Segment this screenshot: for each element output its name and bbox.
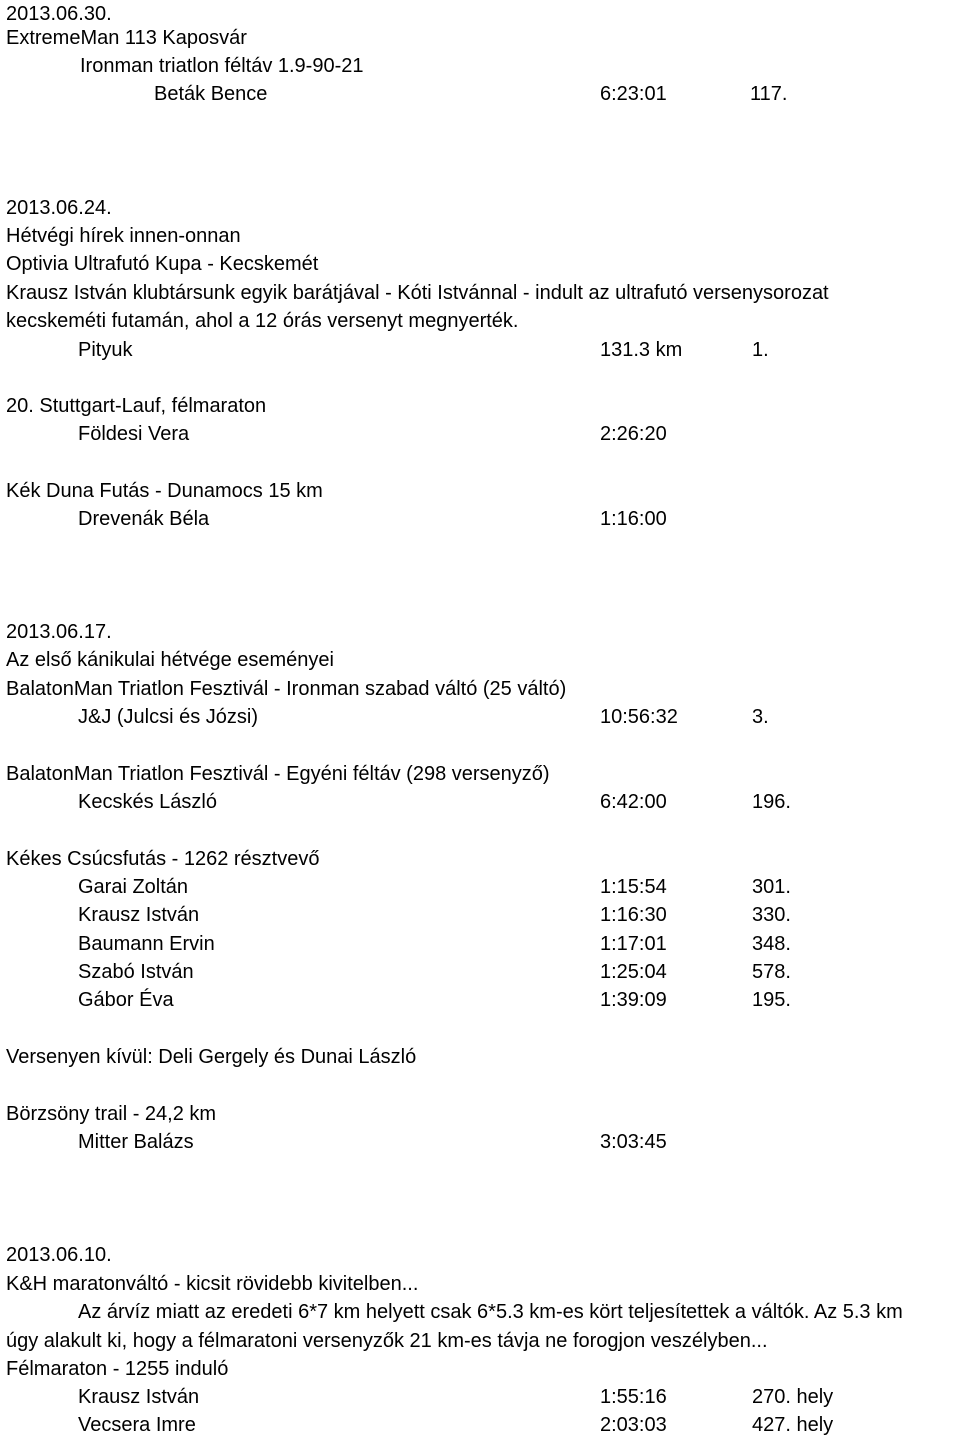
event-title: 20. Stuttgart-Lauf, félmaraton: [6, 395, 267, 417]
entry-date: 2013.06.30.: [6, 3, 112, 25]
event-title: BalatonMan Triatlon Fesztivál - Ironman szabad váltó (25 váltó): [6, 678, 567, 700]
result-time: 1:55:16: [600, 1386, 667, 1408]
result-time: 1:15:54: [600, 876, 667, 898]
athlete-name: Drevenák Béla: [78, 508, 210, 530]
athlete-name: Baumann Ervin: [78, 933, 215, 955]
athlete-name: Szabó István: [78, 961, 194, 983]
result-time: 3:03:45: [600, 1131, 667, 1153]
result-time: 1:16:30: [600, 904, 667, 926]
athlete-name: Vecsera Imre: [78, 1414, 196, 1436]
result-rank: 1.: [752, 339, 769, 361]
athlete-name: Krausz István: [78, 1386, 200, 1408]
event-title: BalatonMan Triatlon Fesztivál - Egyéni féltáv (298 versenyző): [6, 763, 550, 785]
result-time: 6:42:00: [600, 791, 667, 813]
result-time: 6:23:01: [600, 83, 667, 105]
result-rank: 301.: [752, 876, 791, 898]
event-title: Kékes Csúcsfutás - 1262 résztvevő: [6, 848, 320, 870]
body-text: Az árvíz miatt az eredeti 6*7 km helyett csak 6*5.3 km-es kört teljesítettek a váltók. Az 5.3 km: [78, 1301, 903, 1323]
athlete-name: Kecskés László: [78, 791, 217, 813]
result-time: 1:17:01: [600, 933, 667, 955]
headline: K&H maratonváltó - kicsit rövidebb kivitelben...: [6, 1273, 419, 1295]
body-text: úgy alakult ki, hogy a félmaratoni versenyzők 21 km-es távja ne forogjon veszélyben...: [6, 1330, 768, 1352]
result-rank: 427. hely: [752, 1414, 834, 1436]
entry-date: 2013.06.17.: [6, 621, 112, 643]
athlete-name: Pityuk: [78, 339, 133, 361]
event-title: Félmaraton - 1255 induló: [6, 1358, 229, 1380]
athlete-name: Mitter Balázs: [78, 1131, 194, 1153]
headline: Az első kánikulai hétvége eseményei: [6, 649, 334, 671]
event-title: Börzsöny trail - 24,2 km: [6, 1103, 217, 1125]
result-rank: 348.: [752, 933, 791, 955]
event-title: Kék Duna Futás - Dunamocs 15 km: [6, 480, 323, 502]
athlete-name: Földesi Vera: [78, 423, 190, 445]
event-title: Optivia Ultrafutó Kupa - Kecskemét: [6, 253, 319, 275]
result-rank: 195.: [752, 989, 791, 1011]
entry-date: 2013.06.10.: [6, 1244, 112, 1266]
body-text: kecskeméti futamán, ahol a 12 órás versenyt megnyerték.: [6, 310, 519, 332]
entry-date: 2013.06.24.: [6, 197, 112, 219]
result-time: 2:03:03: [600, 1414, 667, 1436]
athlete-name: Krausz István: [78, 904, 200, 926]
result-distance: 131.3 km: [600, 339, 683, 361]
result-time: 1:25:04: [600, 961, 667, 983]
result-rank: 3.: [752, 706, 769, 728]
athlete-name: Garai Zoltán: [78, 876, 189, 898]
note-text: Versenyen kívül: Deli Gergely és Dunai László: [6, 1046, 417, 1068]
athlete-name: Beták Bence: [154, 83, 268, 105]
result-rank: 578.: [752, 961, 791, 983]
event-title: ExtremeMan 113 Kaposvár: [6, 27, 247, 49]
athlete-name: Gábor Éva: [78, 989, 174, 1011]
result-time: 1:39:09: [600, 989, 667, 1011]
result-rank: 270. hely: [752, 1386, 834, 1408]
body-text: Krausz István klubtársunk egyik barátjával - Kóti Istvánnal - indult az ultrafutó versenysorozat: [6, 282, 829, 304]
result-time: 2:26:20: [600, 423, 667, 445]
result-rank: 117.: [750, 83, 788, 105]
event-subtitle: Ironman triatlon féltáv 1.9-90-21: [80, 55, 364, 77]
result-time: 10:56:32: [600, 706, 678, 728]
result-rank: 196.: [752, 791, 791, 813]
result-time: 1:16:00: [600, 508, 667, 530]
headline: Hétvégi hírek innen-onnan: [6, 225, 241, 247]
result-rank: 330.: [752, 904, 791, 926]
athlete-name: J&J (Julcsi és Józsi): [78, 706, 259, 728]
